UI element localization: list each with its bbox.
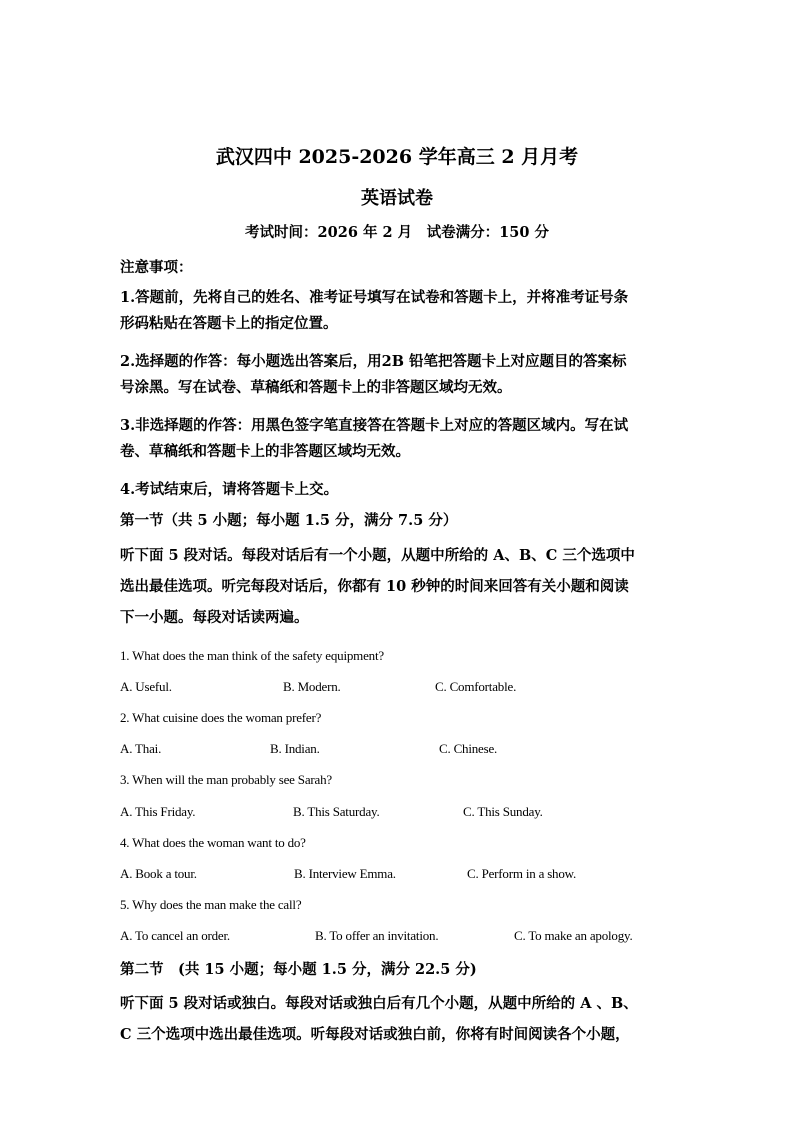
note-1-line-1: 1.答题前，先将自己的姓名、准考证号填写在试卷和答题卡上，并将准考证号条: [120, 289, 629, 306]
question-1-option-a: A. Useful.: [120, 679, 172, 694]
note-1-line-2: 形码粘贴在答题卡上的指定位置。: [120, 315, 338, 332]
question-4-option-b: B. Interview Emma.: [294, 866, 396, 881]
question-2-option-a: A. Thai.: [120, 741, 162, 756]
question-4-option-c: C. Perform in a show.: [467, 866, 577, 881]
note-4-line-1: 4.考试结束后，请将答题卡上交。: [120, 481, 339, 498]
note-2-line-1: 2.选择题的作答：每小题选出答案后，用2B 铅笔把答题卡上对应题目的答案标: [120, 353, 627, 370]
question-5-option-b: B. To offer an invitation.: [315, 928, 439, 943]
section-1-instructions-line-2: 选出最佳选项。听完每段对话后，你都有 10 秒钟的时间来回答有关小题和阅读: [120, 578, 629, 595]
notes-heading: 注意事项：: [120, 259, 193, 276]
question-1: 1. What does the man think of the safety equipment?: [120, 648, 384, 663]
exam-meta: 考试时间：2026 年 2 月 试卷满分：150 分: [245, 224, 549, 241]
note-3-line-2: 卷、草稿纸和答题卡上的非答题区域均无效。: [120, 443, 410, 460]
exam-title: 武汉四中 2025-2026 学年高三 2 月月考: [215, 146, 579, 168]
question-5-option-a: A. To cancel an order.: [120, 928, 230, 943]
question-1-option-c: C. Comfortable.: [435, 679, 517, 694]
question-2-option-c: C. Chinese.: [439, 741, 498, 756]
section-2-instructions-line-1: 听下面 5 段对话或独白。每段对话或独白后有几个小题，从题中所给的 A 、B、: [120, 995, 638, 1012]
question-3-option-b: B. This Saturday.: [293, 804, 380, 819]
question-2-option-b: B. Indian.: [270, 741, 320, 756]
note-2-line-2: 号涂黑。写在试卷、草稿纸和答题卡上的非答题区域均无效。: [120, 379, 512, 396]
question-3: 3. When will the man probably see Sarah?: [120, 772, 332, 787]
exam-subtitle: 英语试卷: [361, 188, 433, 209]
question-4: 4. What does the woman want to do?: [120, 835, 306, 850]
question-5: 5. Why does the man make the call?: [120, 897, 302, 912]
question-2: 2. What cuisine does the woman prefer?: [120, 710, 322, 725]
section-2-heading: 第二节 (共 15 小题；每小题 1.5 分，满分 22.5 分): [120, 961, 477, 978]
section-1-heading: 第一节（共 5 小题；每小题 1.5 分，满分 7.5 分）: [120, 512, 458, 529]
note-3-line-1: 3.非选择题的作答：用黑色签字笔直接答在答题卡上对应的答题区域内。写在试: [120, 417, 629, 434]
section-1-instructions-line-3: 下一小题。每段对话读两遍。: [120, 609, 309, 626]
question-1-option-b: B. Modern.: [283, 679, 341, 694]
question-4-option-a: A. Book a tour.: [120, 866, 197, 881]
section-1-instructions-line-1: 听下面 5 段对话。每段对话后有一个小题，从题中所给的 A、B、C 三个选项中: [120, 547, 635, 564]
question-3-option-c: C. This Sunday.: [463, 804, 543, 819]
question-3-option-a: A. This Friday.: [120, 804, 196, 819]
section-2-instructions-line-2: C 三个选项中选出最佳选项。听每段对话或独白前，你将有时间阅读各个小题，: [120, 1026, 630, 1043]
question-5-option-c: C. To make an apology.: [514, 928, 633, 943]
